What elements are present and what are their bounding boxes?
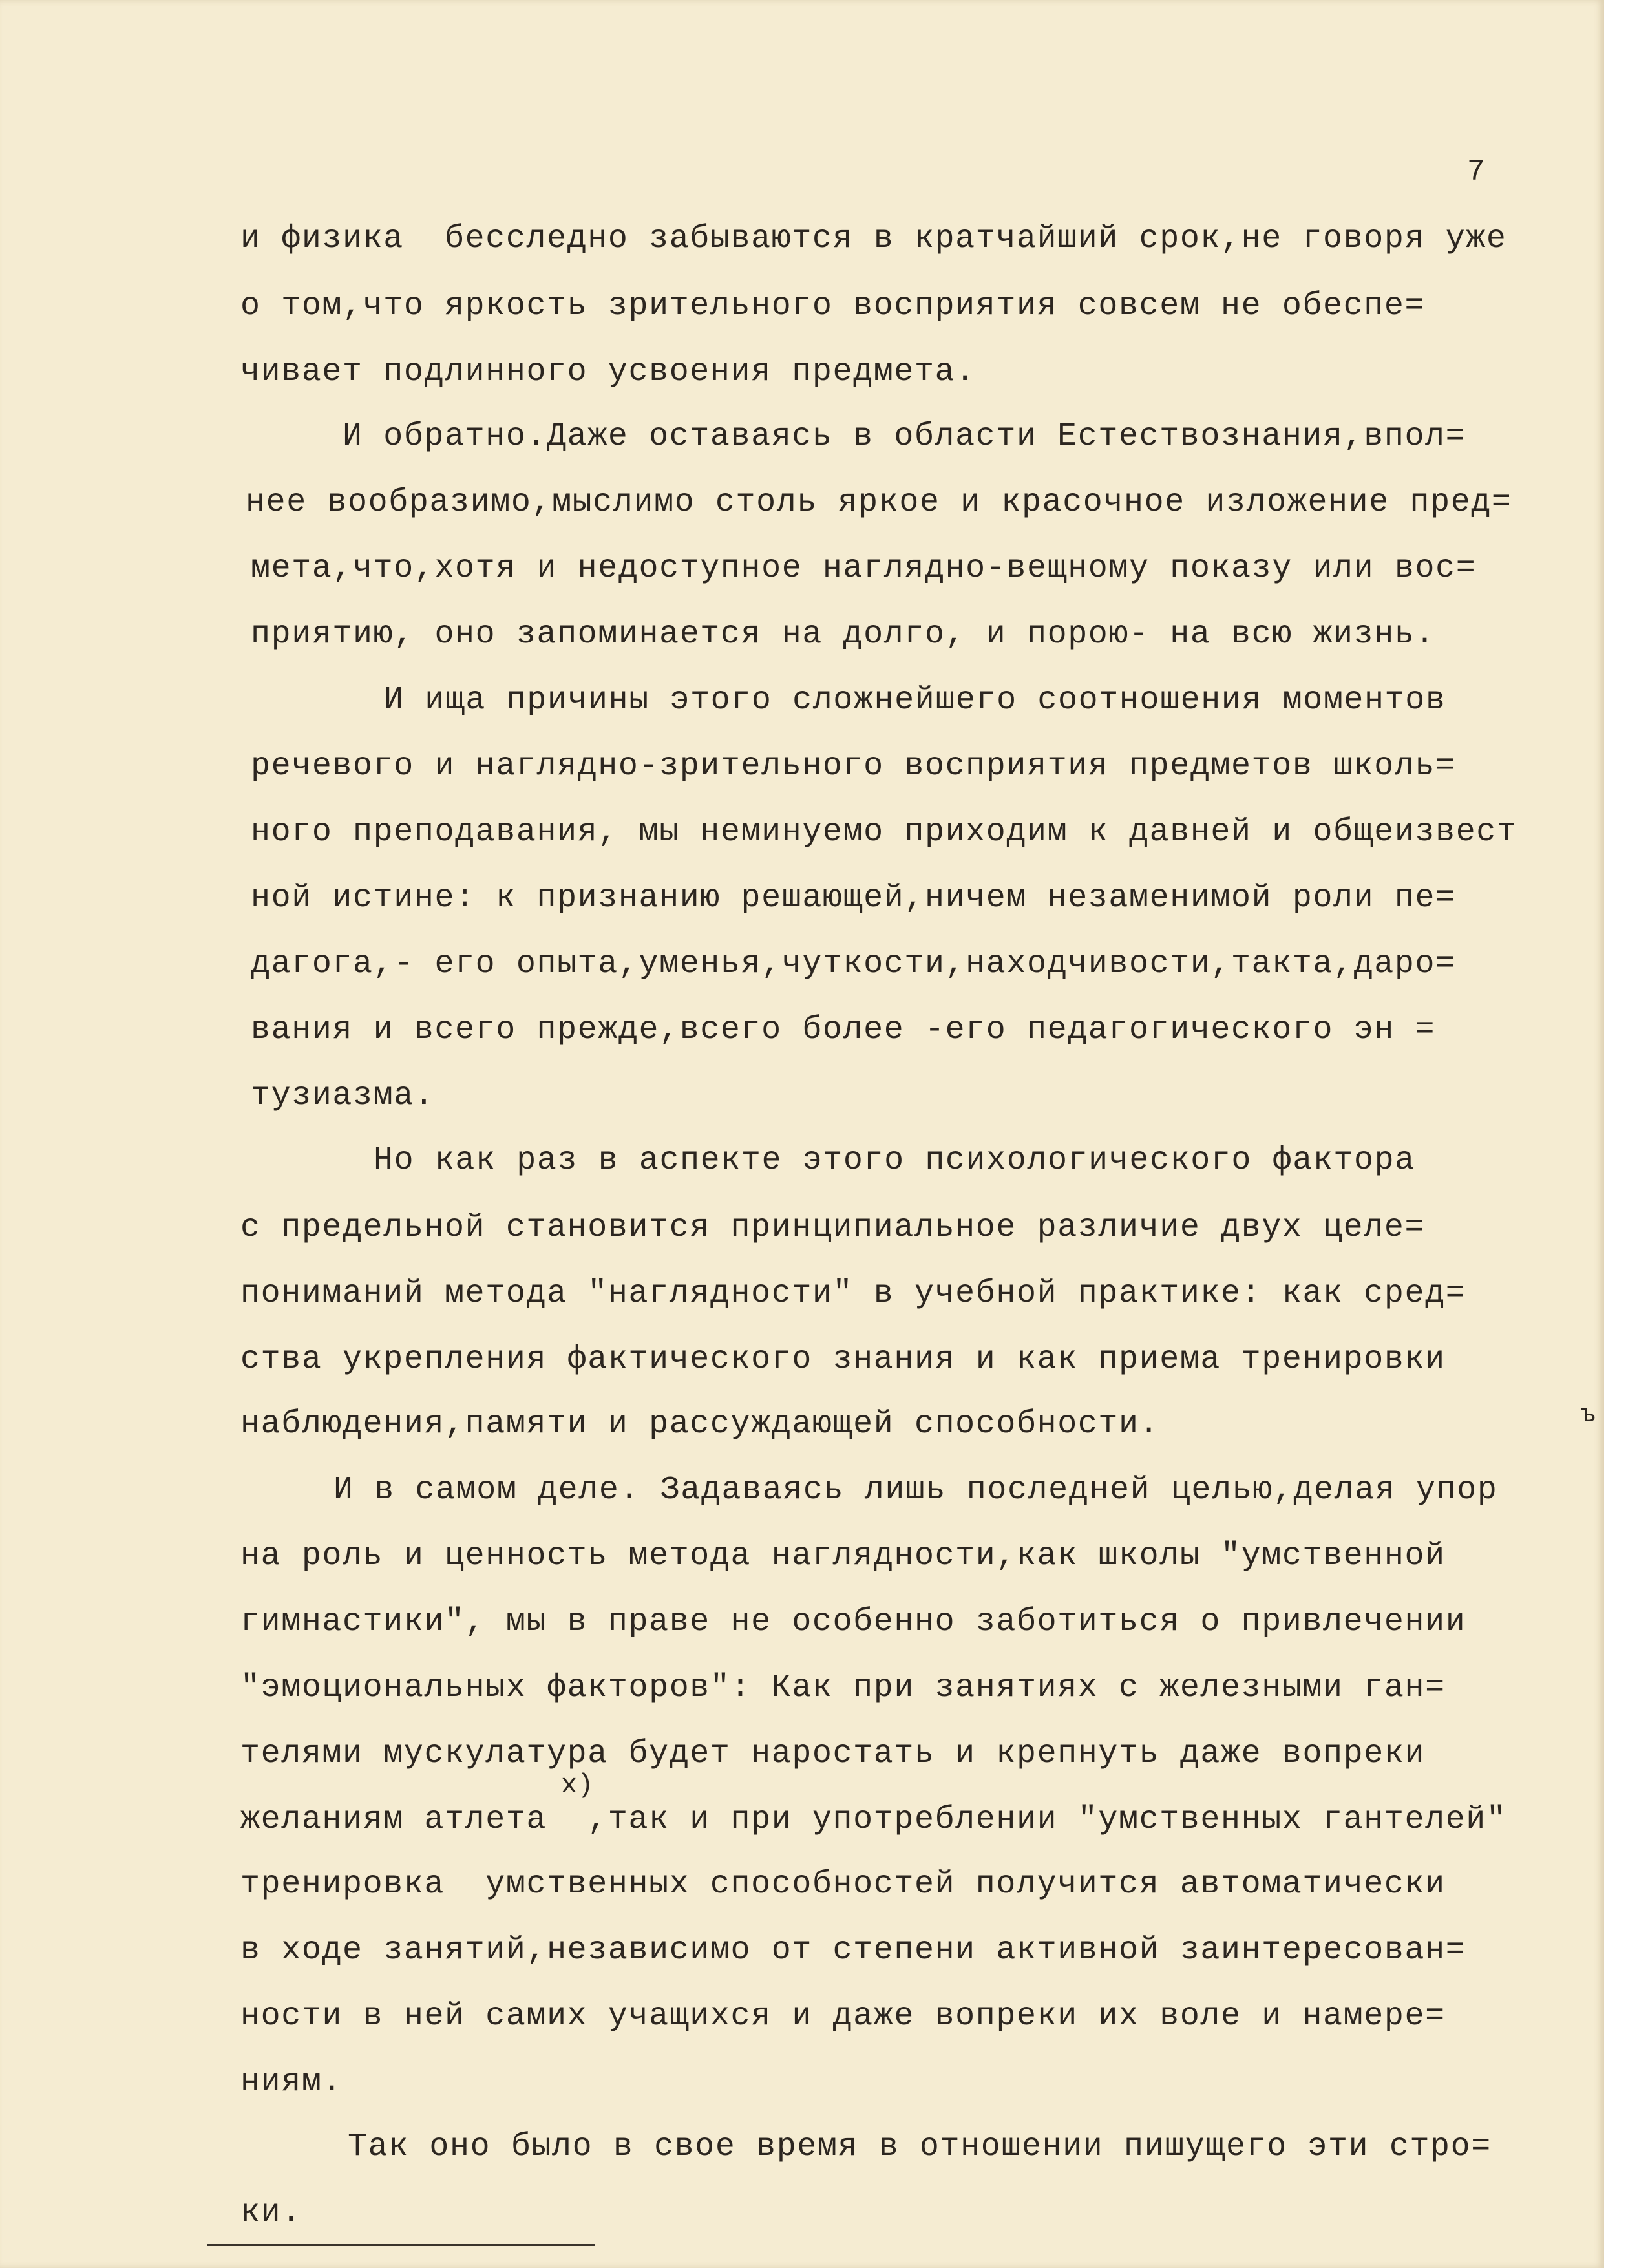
footnote-marker: x) [561,1770,594,1801]
text-line: И ища причины этого сложнейшего соотношения моментов [384,682,1446,719]
text-line: гимнастики", мы в праве не особенно заботиться о привлечении [240,1604,1466,1640]
text-line: и физика бесследно забываются в кратчайший срок,не говоря уже [240,220,1507,257]
text-line: вания и всего прежде,всего более -его педагогического эн = [251,1012,1436,1048]
text-line: ной истине: к признанию решающей,ничем незаменимой роли пе= [251,880,1456,917]
text-line: чивает подлинного усвоения предмета. [240,354,976,390]
page-number: 7 [1467,155,1486,189]
text-line: нее вообразимо,мыслимо столь яркое и красочное изложение пред= [246,484,1512,521]
text-line: мета,что,хотя и недоступное наглядно-вещному показу или вос= [251,550,1477,587]
text-line: И обратно.Даже оставаясь в области Естествознания,впол= [343,418,1466,455]
text-line: Так оно было в свое время в отношении пишущего эти стро= [348,2128,1492,2165]
text-line: в ходе занятий,независимо от степени активной заинтересован= [240,1932,1466,1969]
text-line: ки. [240,2194,302,2231]
text-line: желаниям атлета ,так и при употреблении "умственных гантелей" [240,1801,1507,1838]
text-line: ности в ней самих учащихся и даже вопреки их воле и намере= [240,1998,1446,2035]
text-line: ного преподавания, мы неминуемо приходим к давней и общеизвест [251,814,1517,851]
text-line: дагога,- его опыта,уменья,чуткости,находчивости,такта,даро= [251,946,1456,982]
text-line: телями мускулатура будет наростать и крепнуть даже вопреки [240,1735,1426,1772]
footnote-rule [207,2244,595,2246]
text-line: на роль и ценность метода наглядности,как школы "умственной [240,1538,1446,1574]
text-line: тренировка умственных способностей получится автоматически [240,1866,1446,1903]
paper-background-edge [1604,0,1648,2268]
text-line: пониманий метода "наглядности" в учебной практике: как сред= [240,1275,1466,1312]
text-line: Но как раз в аспекте этого психологического фактора [374,1142,1415,1179]
text-line: "эмоциональных факторов": Как при занятиях с железными ган= [240,1669,1446,1706]
text-line: приятию, оно запоминается на долго, и порою- на всю жизнь. [251,616,1436,653]
text-line: ниям. [240,2064,343,2101]
text-line: тузиазма. [251,1077,435,1114]
text-line: И в самом деле. Задаваясь лишь последней целью,делая упор [333,1472,1498,1509]
margin-mark: ъ [1581,1401,1596,1429]
text-line: ства укрепления фактического знания и как приема тренировки [240,1341,1446,1378]
text-line: с предельной становится принципиальное различие двух целе= [240,1209,1426,1246]
text-line: речевого и наглядно-зрительного восприятия предметов школь= [251,748,1456,785]
text-line: о том,что яркость зрительного восприятия совсем не обеспе= [240,288,1426,324]
text-line: наблюдения,памяти и рассуждающей способности. [240,1406,1160,1443]
